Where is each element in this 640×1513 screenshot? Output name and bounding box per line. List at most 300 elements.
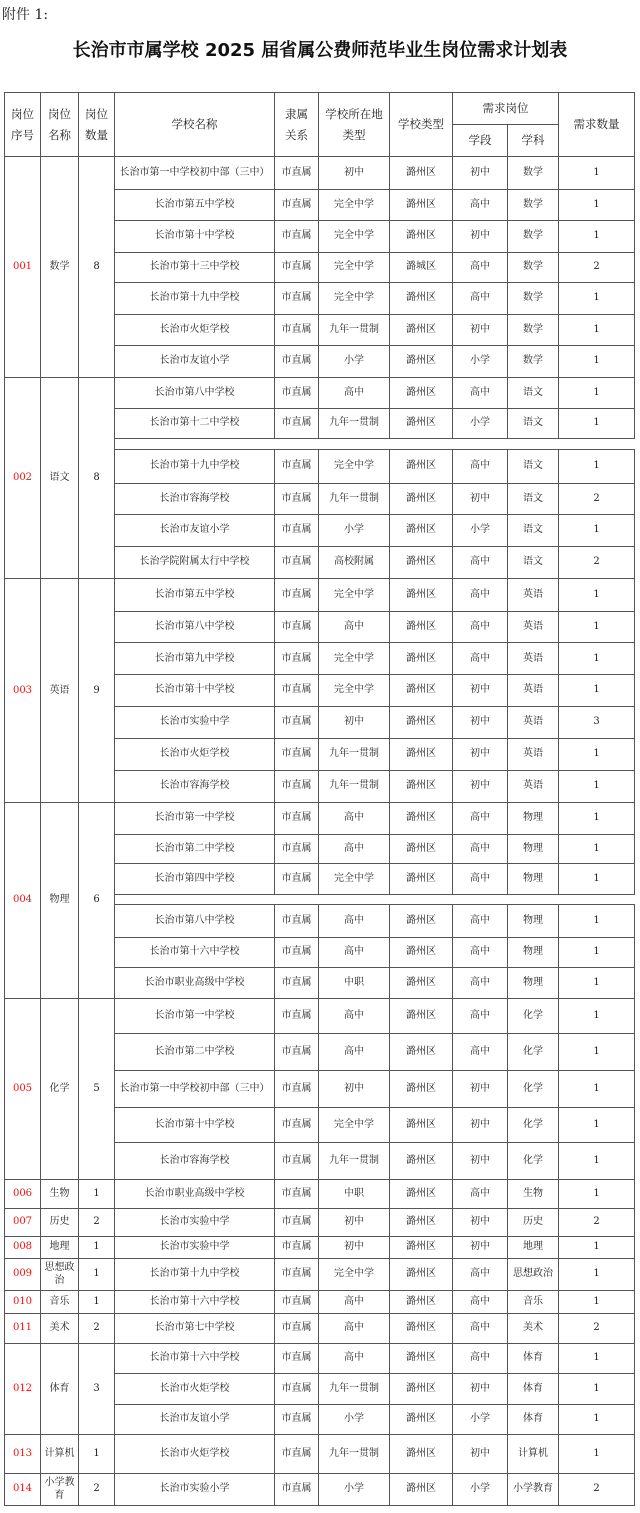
subject: 计算机 bbox=[508, 1435, 559, 1474]
subject: 地理 bbox=[508, 1236, 559, 1258]
school-name: 长治市第二中学校 bbox=[115, 834, 275, 864]
position-id: 009 bbox=[5, 1259, 41, 1291]
location-type: 中职 bbox=[319, 968, 390, 999]
location-type: 高中 bbox=[319, 1034, 390, 1071]
subject: 化学 bbox=[508, 998, 559, 1034]
location-type: 初中 bbox=[319, 1236, 390, 1258]
school-name: 长治市第十中学校 bbox=[115, 675, 275, 707]
demand-count: 1 bbox=[559, 864, 635, 895]
header-loc-type: 学校所在地 类型 bbox=[319, 93, 390, 157]
header-pos-count: 岗位 数量 bbox=[79, 93, 115, 157]
school-name: 长治市容海学校 bbox=[115, 770, 275, 803]
stage: 小学 bbox=[453, 409, 508, 439]
demand-count: 1 bbox=[559, 450, 635, 484]
subject: 物理 bbox=[508, 968, 559, 999]
stage: 高中 bbox=[453, 283, 508, 315]
school-name: 长治市第一中学校 bbox=[115, 803, 275, 835]
subject: 语文 bbox=[508, 450, 559, 484]
subject: 物理 bbox=[508, 803, 559, 835]
affiliation: 市直属 bbox=[275, 968, 319, 999]
affiliation: 市直属 bbox=[275, 515, 319, 547]
position-count: 2 bbox=[79, 1314, 115, 1344]
stage: 高中 bbox=[453, 546, 508, 579]
subject: 思想政治 bbox=[508, 1259, 559, 1291]
affiliation: 市直属 bbox=[275, 283, 319, 315]
school-type: 潞州区 bbox=[390, 409, 453, 439]
location-type: 完全中学 bbox=[319, 189, 390, 221]
school-name: 长治市火炬学校 bbox=[115, 1435, 275, 1474]
position-count: 9 bbox=[79, 579, 115, 803]
header-pos-name: 岗位 名称 bbox=[41, 93, 79, 157]
demand-count: 1 bbox=[559, 1374, 635, 1405]
location-type: 初中 bbox=[319, 1070, 390, 1107]
demand-count: 1 bbox=[559, 998, 635, 1034]
stage: 初中 bbox=[453, 770, 508, 803]
affiliation: 市直属 bbox=[275, 803, 319, 835]
school-type: 潞州区 bbox=[390, 579, 453, 612]
stage: 高中 bbox=[453, 905, 508, 938]
stage: 初中 bbox=[453, 157, 508, 190]
affiliation: 市直属 bbox=[275, 1209, 319, 1236]
stage: 小学 bbox=[453, 346, 508, 378]
position-count: 1 bbox=[79, 1179, 115, 1209]
header-demand: 需求岗位 bbox=[453, 93, 559, 125]
demand-count: 2 bbox=[559, 1209, 635, 1236]
position-name: 思想政治 bbox=[41, 1259, 79, 1291]
school-type: 潞州区 bbox=[390, 864, 453, 895]
demand-count: 1 bbox=[559, 968, 635, 999]
school-name: 长治市容海学校 bbox=[115, 483, 275, 515]
demand-count: 1 bbox=[559, 1259, 635, 1291]
school-type: 潞州区 bbox=[390, 283, 453, 315]
stage: 初中 bbox=[453, 314, 508, 346]
location-type: 初中 bbox=[319, 157, 390, 190]
school-name: 长治市火炬学校 bbox=[115, 314, 275, 346]
location-type: 九年一贯制 bbox=[319, 1143, 390, 1180]
subject: 数学 bbox=[508, 314, 559, 346]
demand-count: 1 bbox=[559, 1107, 635, 1143]
school-type: 潞州区 bbox=[390, 1290, 453, 1313]
table-row bbox=[5, 803, 635, 835]
demand-count: 1 bbox=[559, 643, 635, 675]
affiliation: 市直属 bbox=[275, 1107, 319, 1143]
stage: 高中 bbox=[453, 1290, 508, 1313]
school-type: 潞州区 bbox=[390, 189, 453, 221]
stage: 高中 bbox=[453, 643, 508, 675]
position-id: 011 bbox=[5, 1314, 41, 1344]
subject: 数学 bbox=[508, 221, 559, 253]
demand-count: 1 bbox=[559, 157, 635, 190]
school-name: 长治市第一中学校初中部（三中） bbox=[115, 1070, 275, 1107]
position-name: 计算机 bbox=[41, 1435, 79, 1474]
location-type: 高中 bbox=[319, 803, 390, 835]
stage: 高中 bbox=[453, 1179, 508, 1209]
position-id: 012 bbox=[5, 1343, 41, 1435]
location-type: 完全中学 bbox=[319, 450, 390, 484]
subject: 英语 bbox=[508, 675, 559, 707]
stage: 小学 bbox=[453, 515, 508, 547]
position-count: 3 bbox=[79, 1343, 115, 1435]
school-type: 潞州区 bbox=[390, 450, 453, 484]
school-type: 潞城区 bbox=[390, 252, 453, 283]
stage: 高中 bbox=[453, 937, 508, 968]
subject: 物理 bbox=[508, 937, 559, 968]
affiliation: 市直属 bbox=[275, 252, 319, 283]
affiliation: 市直属 bbox=[275, 1236, 319, 1258]
stage: 高中 bbox=[453, 1343, 508, 1374]
table-row bbox=[5, 377, 635, 409]
location-type: 九年一贯制 bbox=[319, 739, 390, 771]
stage: 初中 bbox=[453, 1209, 508, 1236]
table-row bbox=[5, 1179, 635, 1209]
position-name: 英语 bbox=[41, 579, 79, 803]
school-type: 潞州区 bbox=[390, 739, 453, 771]
school-name: 长治市第八中学校 bbox=[115, 905, 275, 938]
subject: 数学 bbox=[508, 157, 559, 190]
stage: 初中 bbox=[453, 1236, 508, 1258]
affiliation: 市直属 bbox=[275, 864, 319, 895]
school-name: 长治市第八中学校 bbox=[115, 377, 275, 409]
table-row bbox=[5, 157, 635, 190]
school-type: 潞州区 bbox=[390, 643, 453, 675]
demand-count: 1 bbox=[559, 675, 635, 707]
subject: 生物 bbox=[508, 1179, 559, 1209]
school-type: 潞州区 bbox=[390, 1034, 453, 1071]
school-name: 长治市第十六中学校 bbox=[115, 1343, 275, 1374]
affiliation: 市直属 bbox=[275, 834, 319, 864]
demand-count: 1 bbox=[559, 579, 635, 612]
position-count: 8 bbox=[79, 377, 115, 579]
demand-count: 1 bbox=[559, 409, 635, 439]
location-type: 完全中学 bbox=[319, 1259, 390, 1291]
school-type: 潞州区 bbox=[390, 803, 453, 835]
stage: 高中 bbox=[453, 377, 508, 409]
stage: 初中 bbox=[453, 1107, 508, 1143]
school-name: 长治市第十九中学校 bbox=[115, 450, 275, 484]
demand-count: 2 bbox=[559, 546, 635, 579]
stage: 小学 bbox=[453, 1404, 508, 1435]
school-type: 潞州区 bbox=[390, 998, 453, 1034]
school-name: 长治市火炬学校 bbox=[115, 1374, 275, 1405]
stage: 高中 bbox=[453, 611, 508, 643]
location-type: 高中 bbox=[319, 834, 390, 864]
subject: 音乐 bbox=[508, 1290, 559, 1313]
school-name: 长治市第十九中学校 bbox=[115, 1259, 275, 1291]
attachment-label: 附件 1: bbox=[2, 7, 49, 23]
affiliation: 市直属 bbox=[275, 377, 319, 409]
position-name: 美术 bbox=[41, 1314, 79, 1344]
school-name: 长治市实验中学 bbox=[115, 1236, 275, 1258]
header-affil: 隶属 关系 bbox=[275, 93, 319, 157]
school-name: 长治市第五中学校 bbox=[115, 189, 275, 221]
position-name: 历史 bbox=[41, 1209, 79, 1236]
table-row bbox=[5, 579, 635, 612]
affiliation: 市直属 bbox=[275, 1374, 319, 1405]
subject: 化学 bbox=[508, 1070, 559, 1107]
page-title: 长治市市属学校 2025 届省属公费师范毕业生岗位需求计划表 bbox=[72, 40, 568, 61]
table-row bbox=[5, 1314, 635, 1344]
position-count: 1 bbox=[79, 1290, 115, 1313]
demand-count: 1 bbox=[559, 1034, 635, 1071]
table-row bbox=[5, 1209, 635, 1236]
affiliation: 市直属 bbox=[275, 409, 319, 439]
affiliation: 市直属 bbox=[275, 314, 319, 346]
position-count: 1 bbox=[79, 1259, 115, 1291]
position-name: 数学 bbox=[41, 157, 79, 378]
school-type: 潞州区 bbox=[390, 1209, 453, 1236]
school-type: 潞州区 bbox=[390, 675, 453, 707]
demand-count: 1 bbox=[559, 739, 635, 771]
header-demand-count: 需求数量 bbox=[559, 93, 635, 157]
affiliation: 市直属 bbox=[275, 1435, 319, 1474]
school-type: 潞州区 bbox=[390, 314, 453, 346]
position-id: 003 bbox=[5, 579, 41, 803]
subject: 数学 bbox=[508, 252, 559, 283]
school-name: 长治市友谊小学 bbox=[115, 1404, 275, 1435]
school-name: 长治市第四中学校 bbox=[115, 864, 275, 895]
school-name: 长治市第八中学校 bbox=[115, 611, 275, 643]
school-name: 长治市第二中学校 bbox=[115, 1034, 275, 1071]
school-type: 潞州区 bbox=[390, 1374, 453, 1405]
affiliation: 市直属 bbox=[275, 1404, 319, 1435]
affiliation: 市直属 bbox=[275, 450, 319, 484]
stage: 高中 bbox=[453, 579, 508, 612]
school-type: 潞州区 bbox=[390, 157, 453, 190]
school-type: 潞州区 bbox=[390, 937, 453, 968]
subject: 语文 bbox=[508, 377, 559, 409]
location-type: 高中 bbox=[319, 1314, 390, 1344]
school-type: 潞州区 bbox=[390, 968, 453, 999]
demand-count: 1 bbox=[559, 1179, 635, 1209]
stage: 高中 bbox=[453, 1314, 508, 1344]
subject: 化学 bbox=[508, 1143, 559, 1180]
school-type: 潞州区 bbox=[390, 834, 453, 864]
stage: 初中 bbox=[453, 483, 508, 515]
school-type: 潞州区 bbox=[390, 1314, 453, 1344]
stage: 初中 bbox=[453, 221, 508, 253]
subject: 英语 bbox=[508, 643, 559, 675]
location-type: 小学 bbox=[319, 515, 390, 547]
location-type: 高中 bbox=[319, 905, 390, 938]
school-name: 长治市第一中学校 bbox=[115, 998, 275, 1034]
school-type: 潞州区 bbox=[390, 1259, 453, 1291]
subject: 英语 bbox=[508, 579, 559, 612]
position-count: 2 bbox=[79, 1209, 115, 1236]
demand-count: 2 bbox=[559, 252, 635, 283]
school-type: 潞州区 bbox=[390, 1474, 453, 1506]
subject: 语文 bbox=[508, 409, 559, 439]
stage: 高中 bbox=[453, 968, 508, 999]
school-name: 长治市第十二中学校 bbox=[115, 409, 275, 439]
location-type: 完全中学 bbox=[319, 252, 390, 283]
school-name: 长治市火炬学校 bbox=[115, 739, 275, 771]
stage: 高中 bbox=[453, 803, 508, 835]
table-row bbox=[5, 1343, 635, 1374]
affiliation: 市直属 bbox=[275, 675, 319, 707]
demand-count: 1 bbox=[559, 346, 635, 378]
stage: 初中 bbox=[453, 675, 508, 707]
subject: 数学 bbox=[508, 189, 559, 221]
position-name: 体育 bbox=[41, 1343, 79, 1435]
school-type: 潞州区 bbox=[390, 483, 453, 515]
school-type: 潞州区 bbox=[390, 770, 453, 803]
position-id: 010 bbox=[5, 1290, 41, 1313]
stage: 初中 bbox=[453, 1435, 508, 1474]
demand-count: 1 bbox=[559, 937, 635, 968]
subject: 小学教育 bbox=[508, 1474, 559, 1506]
position-id: 001 bbox=[5, 157, 41, 378]
subject: 语文 bbox=[508, 515, 559, 547]
demand-count: 1 bbox=[559, 221, 635, 253]
school-name: 长治市第十中学校 bbox=[115, 1107, 275, 1143]
school-name: 长治市实验中学 bbox=[115, 706, 275, 739]
affiliation: 市直属 bbox=[275, 937, 319, 968]
position-name: 音乐 bbox=[41, 1290, 79, 1313]
subject: 体育 bbox=[508, 1404, 559, 1435]
affiliation: 市直属 bbox=[275, 157, 319, 190]
position-count: 6 bbox=[79, 803, 115, 998]
location-type: 高中 bbox=[319, 611, 390, 643]
demand-count: 1 bbox=[559, 314, 635, 346]
demand-count: 1 bbox=[559, 803, 635, 835]
school-name: 长治市实验小学 bbox=[115, 1474, 275, 1506]
location-type: 完全中学 bbox=[319, 579, 390, 612]
stage: 高中 bbox=[453, 189, 508, 221]
position-count: 2 bbox=[79, 1474, 115, 1506]
subject: 英语 bbox=[508, 706, 559, 739]
table-row bbox=[5, 1236, 635, 1258]
demand-table bbox=[4, 92, 635, 1506]
school-name: 长治市职业高级中学校 bbox=[115, 1179, 275, 1209]
stage: 初中 bbox=[453, 706, 508, 739]
affiliation: 市直属 bbox=[275, 579, 319, 612]
school-type: 潞州区 bbox=[390, 346, 453, 378]
location-type: 九年一贯制 bbox=[319, 483, 390, 515]
location-type: 九年一贯制 bbox=[319, 770, 390, 803]
position-count: 1 bbox=[79, 1236, 115, 1258]
subject: 历史 bbox=[508, 1209, 559, 1236]
school-type: 潞州区 bbox=[390, 611, 453, 643]
stage: 初中 bbox=[453, 1143, 508, 1180]
school-type: 潞州区 bbox=[390, 1343, 453, 1374]
school-type: 潞州区 bbox=[390, 515, 453, 547]
subject: 体育 bbox=[508, 1374, 559, 1405]
demand-count: 1 bbox=[559, 1435, 635, 1474]
position-count: 5 bbox=[79, 998, 115, 1179]
position-id: 014 bbox=[5, 1474, 41, 1506]
location-type: 高校附属 bbox=[319, 546, 390, 579]
school-type: 潞州区 bbox=[390, 706, 453, 739]
affiliation: 市直属 bbox=[275, 1070, 319, 1107]
table-gap bbox=[115, 894, 635, 904]
stage: 高中 bbox=[453, 1259, 508, 1291]
demand-count: 1 bbox=[559, 1236, 635, 1258]
table-gap bbox=[115, 438, 635, 449]
location-type: 九年一贯制 bbox=[319, 1435, 390, 1474]
school-name: 长治市第十九中学校 bbox=[115, 283, 275, 315]
school-name: 长治市第九中学校 bbox=[115, 643, 275, 675]
school-name: 长治市友谊小学 bbox=[115, 346, 275, 378]
affiliation: 市直属 bbox=[275, 1343, 319, 1374]
location-type: 初中 bbox=[319, 706, 390, 739]
school-type: 潞州区 bbox=[390, 1070, 453, 1107]
affiliation: 市直属 bbox=[275, 1179, 319, 1209]
school-type: 潞州区 bbox=[390, 377, 453, 409]
location-type: 完全中学 bbox=[319, 221, 390, 253]
demand-count: 1 bbox=[559, 1404, 635, 1435]
position-id: 002 bbox=[5, 377, 41, 579]
school-type: 潞州区 bbox=[390, 1236, 453, 1258]
demand-count: 1 bbox=[559, 1070, 635, 1107]
header-pos-no: 岗位 序号 bbox=[5, 93, 41, 157]
affiliation: 市直属 bbox=[275, 706, 319, 739]
location-type: 完全中学 bbox=[319, 675, 390, 707]
school-name: 长治市第十六中学校 bbox=[115, 937, 275, 968]
location-type: 初中 bbox=[319, 1209, 390, 1236]
position-id: 005 bbox=[5, 998, 41, 1179]
position-name: 化学 bbox=[41, 998, 79, 1179]
location-type: 高中 bbox=[319, 377, 390, 409]
subject: 体育 bbox=[508, 1343, 559, 1374]
position-id: 006 bbox=[5, 1179, 41, 1209]
demand-count: 1 bbox=[559, 905, 635, 938]
school-type: 潞州区 bbox=[390, 1143, 453, 1180]
location-type: 完全中学 bbox=[319, 864, 390, 895]
position-name: 物理 bbox=[41, 803, 79, 998]
stage: 高中 bbox=[453, 252, 508, 283]
location-type: 高中 bbox=[319, 1343, 390, 1374]
school-type: 潞州区 bbox=[390, 1404, 453, 1435]
location-type: 小学 bbox=[319, 346, 390, 378]
affiliation: 市直属 bbox=[275, 905, 319, 938]
subject: 美术 bbox=[508, 1314, 559, 1344]
school-name: 长治市实验中学 bbox=[115, 1209, 275, 1236]
subject: 英语 bbox=[508, 770, 559, 803]
stage: 小学 bbox=[453, 1474, 508, 1506]
school-name: 长治市第十中学校 bbox=[115, 221, 275, 253]
header-school-type: 学校类型 bbox=[390, 93, 453, 157]
demand-count: 1 bbox=[559, 770, 635, 803]
stage: 初中 bbox=[453, 1374, 508, 1405]
school-name: 长治市第十三中学校 bbox=[115, 252, 275, 283]
subject: 物理 bbox=[508, 834, 559, 864]
location-type: 完全中学 bbox=[319, 643, 390, 675]
position-id: 008 bbox=[5, 1236, 41, 1258]
position-count: 1 bbox=[79, 1435, 115, 1474]
stage: 初中 bbox=[453, 739, 508, 771]
affiliation: 市直属 bbox=[275, 1290, 319, 1313]
demand-count: 1 bbox=[559, 834, 635, 864]
position-name: 生物 bbox=[41, 1179, 79, 1209]
location-type: 高中 bbox=[319, 1290, 390, 1313]
school-type: 潞州区 bbox=[390, 905, 453, 938]
school-name: 长治市容海学校 bbox=[115, 1143, 275, 1180]
school-name: 长治市友谊小学 bbox=[115, 515, 275, 547]
demand-count: 1 bbox=[559, 377, 635, 409]
position-name: 小学教育 bbox=[41, 1474, 79, 1506]
affiliation: 市直属 bbox=[275, 1143, 319, 1180]
demand-count: 1 bbox=[559, 1143, 635, 1180]
subject: 语文 bbox=[508, 483, 559, 515]
demand-count: 1 bbox=[559, 283, 635, 315]
location-type: 高中 bbox=[319, 937, 390, 968]
school-name: 长治市第十六中学校 bbox=[115, 1290, 275, 1313]
affiliation: 市直属 bbox=[275, 998, 319, 1034]
subject: 数学 bbox=[508, 283, 559, 315]
position-name: 语文 bbox=[41, 377, 79, 579]
school-type: 潞州区 bbox=[390, 1179, 453, 1209]
demand-count: 1 bbox=[559, 189, 635, 221]
